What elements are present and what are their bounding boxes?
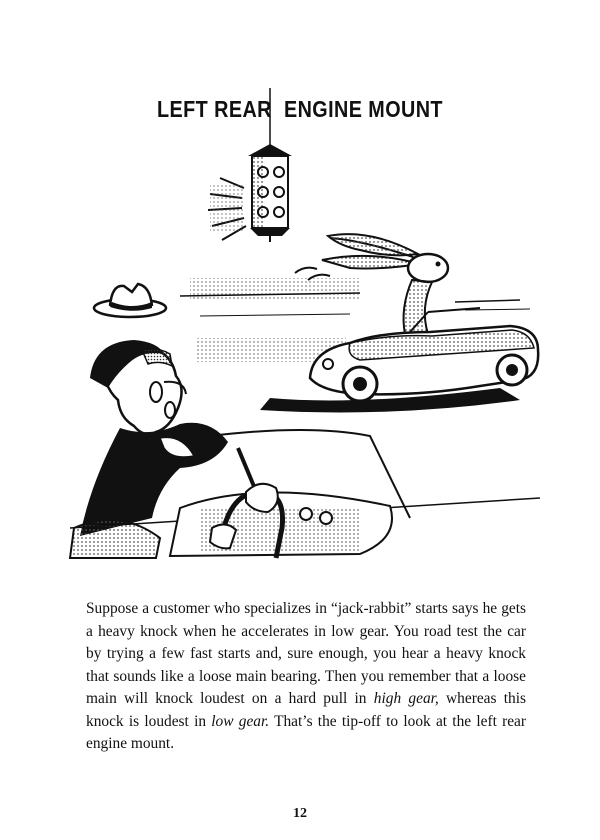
cartoon-illustration xyxy=(60,88,550,560)
traffic-light-icon xyxy=(208,88,292,242)
body-paragraph xyxy=(86,598,526,756)
page-number: 12 xyxy=(293,806,307,821)
emphasis-low-gear: low gear. xyxy=(211,712,270,730)
hat-icon xyxy=(94,284,166,317)
paragraph-part-2: whereas this knock is loudest in xyxy=(86,690,526,730)
emphasis-high-gear: high gear, xyxy=(373,690,439,707)
title-right: ENGINE MOUNT xyxy=(283,96,443,122)
paragraph-part-1: Suppose a customer who specializes in “jack-rabbit” starts says he gets a heavy knock when he accelerates in low gear. You road test the car by trying a few fast starts and, sure enough, you hear a heavy knock that sounds like a loose main bearing. Then you remember that a loose main will knock loudest on a hard pull in xyxy=(86,600,526,707)
title-left: LEFT REAR xyxy=(157,96,272,122)
paragraph-part-3: That’s the tip-off to look at the left rear engine mount. xyxy=(86,712,527,752)
